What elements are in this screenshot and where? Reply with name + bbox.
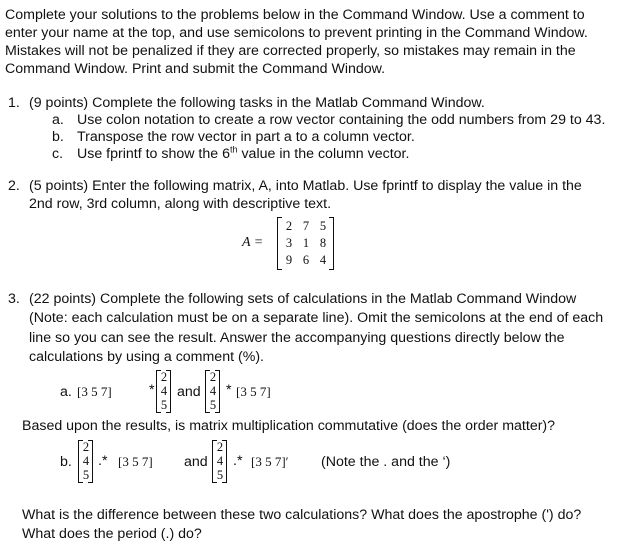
q3a-and: and	[177, 384, 201, 400]
q1-number: 1.	[8, 95, 20, 111]
col-cell: 2	[209, 370, 217, 384]
q3b-note: (Note the . and the ‘)	[321, 454, 451, 470]
col-cell: 4	[209, 384, 217, 398]
q1a-text: Use colon notation to create a row vector containing the odd numbers from 29 to 43.	[77, 112, 606, 128]
q3b-question-line-1: What is the difference between these two calculations? What does the apostrophe (') do?	[22, 507, 582, 523]
q3b-and: and	[184, 454, 208, 470]
q1c-text: Use fprintf to show the 6th value in the column vector.	[77, 144, 410, 162]
q1b-text: Transpose the row vector in part a to a column vector.	[77, 129, 415, 145]
q3a-letter: a.	[60, 384, 72, 400]
q3b-question-line-2: What does the period (.) do?	[22, 526, 202, 542]
col-cell: 5	[160, 398, 168, 412]
col-cell: 2	[82, 440, 90, 454]
q3a-star-2: *	[226, 382, 232, 398]
q2-line-2: 2nd row, 3rd column, along with descriptive text.	[29, 196, 332, 212]
matrix-cell: 6	[302, 253, 310, 267]
q3b-dotstar-1: .*	[98, 453, 108, 469]
intro-line-1: Complete your solutions to the problems below in the Command Window. Use a comment to	[5, 7, 585, 23]
q3a-star-1: *	[149, 382, 155, 398]
matrix-cell: 8	[319, 236, 327, 250]
q1a-letter: a.	[52, 112, 64, 128]
col-cell: 2	[216, 440, 224, 454]
matrix-cell: 4	[319, 253, 327, 267]
intro-line-4: Command Window. Print and submit the Command Window.	[5, 61, 386, 77]
col-cell: 5	[209, 398, 217, 412]
q3a-row-vector: [3 5 7]	[77, 384, 112, 399]
intro-line-3: Mistakes will not be penalized if they are corrected properly, so mistakes may remain in the	[5, 43, 576, 59]
q3-number: 3.	[8, 291, 20, 307]
matrix-label: A =	[242, 235, 264, 250]
col-cell: 5	[82, 468, 90, 482]
col-cell: 5	[216, 468, 224, 482]
q3-line-2: (Note: each calculation must be on a separate line). Omit the semicolons at the end of each	[29, 310, 604, 326]
matrix-cell: 9	[285, 253, 293, 267]
q3-line-3: line so you can see the result. Answer the accompanying questions directly below the	[29, 330, 565, 346]
q2-line-1: (5 points) Enter the following matrix, A, into Matlab. Use fprintf to display the value in the	[29, 178, 582, 194]
q3b-dotstar-2: .*	[233, 453, 243, 469]
col-cell: 4	[216, 454, 224, 468]
col-cell: 4	[82, 454, 90, 468]
q1c-letter: c.	[52, 146, 64, 162]
q1b-letter: b.	[52, 129, 64, 145]
matrix-cell: 2	[285, 219, 293, 233]
matrix-cell: 5	[319, 219, 327, 233]
q3b-letter: b.	[60, 454, 72, 470]
q3-line-1: (22 points) Complete the following sets of calculations in the Matlab Command Window	[29, 291, 577, 307]
q1-title: (9 points) Complete the following tasks in the Matlab Command Window.	[29, 95, 485, 111]
intro-line-2: enter your name at the top, and use semicolons to prevent printing in the Command Window.	[5, 25, 588, 41]
q3b-row-vector-prime: [3 5 7]′	[251, 454, 289, 469]
col-cell: 2	[160, 370, 168, 384]
matrix-cell: 1	[302, 236, 310, 250]
q2-number: 2.	[8, 178, 20, 194]
q3b-row-vector: [3 5 7]	[118, 454, 153, 469]
matrix-cell: 3	[285, 236, 293, 250]
matrix-cell: 7	[302, 219, 310, 233]
q3a-row-vector-2: [3 5 7]	[236, 384, 271, 399]
q3a-question: Based upon the results, is matrix multiplication commutative (does the order matter)?	[22, 418, 556, 434]
col-cell: 4	[160, 384, 168, 398]
q3-line-4: calculations by using a comment (%).	[29, 349, 264, 365]
